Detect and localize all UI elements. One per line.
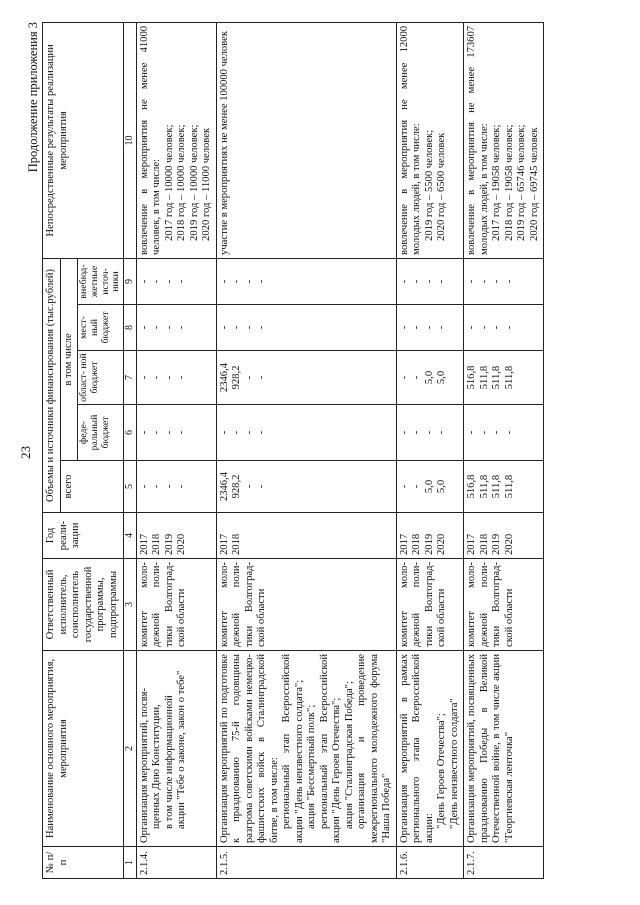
activity-name-line: акция "Сталинградская Победа"; <box>343 681 355 829</box>
row-regional-value: 5,0 <box>436 370 448 385</box>
table-body <box>136 22 544 878</box>
row-regional-value: - <box>163 375 175 380</box>
activities-table <box>42 22 544 879</box>
row-years <box>464 513 544 559</box>
row-total <box>396 461 464 513</box>
row-total <box>216 461 396 513</box>
row-results <box>136 22 216 258</box>
row-extrabudget-value: - <box>411 279 423 284</box>
row-regional-value: - <box>243 375 255 380</box>
column-number: 6 <box>124 405 137 461</box>
row-results <box>396 22 464 258</box>
row-regional-value: - <box>151 375 163 380</box>
row-years-value: 2019 <box>163 533 175 555</box>
row-extrabudget-value: - <box>503 279 515 284</box>
row-regional-value: 928,2 <box>231 365 243 390</box>
row-responsible: комитет моло- дежной поли- тики Волгоград- ской области <box>136 559 216 651</box>
row-activity-name <box>216 651 396 847</box>
row-local-value: - <box>491 325 503 330</box>
row-results <box>464 22 544 258</box>
result-line: 2017 год – 19058 человек; <box>491 124 503 241</box>
row-local-value: - <box>243 325 255 330</box>
row-extrabudget-value: - <box>218 279 230 284</box>
row-federal-value: - <box>218 430 230 435</box>
row-total <box>136 461 216 513</box>
row-years-value: 2020 <box>503 533 515 555</box>
row-federal <box>216 405 396 461</box>
row-local-value: - <box>478 325 490 330</box>
row-extrabudget-value: - <box>138 279 150 284</box>
row-responsible: комитет моло- дежной поли- тики Волгоград- ской области <box>396 559 464 651</box>
row-regional-value: - <box>256 375 268 380</box>
header-num: № п/п <box>43 847 124 879</box>
row-federal-value: - <box>151 430 163 435</box>
row-local-value: - <box>423 325 435 330</box>
row-total-value: 5,0 <box>436 479 448 494</box>
row-federal-value: - <box>436 430 448 435</box>
table-row <box>396 22 464 878</box>
row-federal-value: - <box>491 430 503 435</box>
row-federal-value: - <box>138 430 150 435</box>
result-line: 2020 год – 6500 человек <box>436 132 448 241</box>
column-number: 1 <box>124 847 137 879</box>
activity-name-line: Организация мероприятий, посвя- <box>138 687 150 843</box>
row-years-value: 2018 <box>411 533 423 555</box>
row-extrabudget-value: - <box>436 279 448 284</box>
row-local-value: - <box>163 325 175 330</box>
row-federal-value: - <box>243 430 255 435</box>
row-total <box>464 461 544 513</box>
row-years <box>396 513 464 559</box>
row-total-value: 511,8 <box>478 474 490 499</box>
result-line: участие в мероприятиях не менее 100000 человек <box>218 31 230 255</box>
row-extrabudget <box>396 258 464 304</box>
row-regional-value: 511,8 <box>491 365 503 390</box>
result-line: вовлечение в мероприятия не менее 12000 молодых людей, в том числе: <box>398 25 423 255</box>
row-years-value: 2018 <box>151 533 163 555</box>
row-local-value: - <box>503 325 515 330</box>
table-row <box>464 22 544 878</box>
row-federal-value: - <box>176 430 188 435</box>
row-results <box>216 22 396 258</box>
row-activity-name <box>396 651 464 847</box>
row-local-value: - <box>411 325 423 330</box>
activity-name-line: "День Героев Отечества"; <box>436 713 448 829</box>
row-extrabudget-value: - <box>478 279 490 284</box>
row-extrabudget-value: - <box>151 279 163 284</box>
row-local-value: - <box>151 325 163 330</box>
row-extrabudget-value: - <box>231 279 243 284</box>
row-local <box>464 305 544 351</box>
row-regional-value: - <box>411 375 423 380</box>
row-regional-value: 511,8 <box>478 365 490 390</box>
row-extrabudget-value: - <box>423 279 435 284</box>
result-line: 2020 год – 69745 человек <box>528 127 540 241</box>
result-line: 2017 год – 10000 человек; <box>163 124 175 241</box>
result-line: 2019 год – 10000 человек; <box>188 124 200 241</box>
row-years-value: 2020 <box>176 533 188 555</box>
header-local: мест- ный бюджет <box>78 305 124 351</box>
activity-name-line: щенных Дню Конституции, <box>151 704 163 829</box>
row-years <box>216 513 396 559</box>
activity-name-line: в том числе информационной <box>163 695 175 829</box>
row-total-value: 5,0 <box>423 479 435 494</box>
row-years-value: 2017 <box>138 533 150 555</box>
row-local-value: - <box>466 325 478 330</box>
row-local <box>216 305 396 351</box>
row-years-value: 2019 <box>423 533 435 555</box>
row-total-value: - <box>398 484 410 489</box>
row-extrabudget <box>136 258 216 304</box>
row-local-value: - <box>256 325 268 330</box>
activity-name-line: Организация мероприятий в рамках регионального этапа Всероссийской акции: <box>398 654 435 843</box>
column-number: 4 <box>124 513 137 559</box>
activity-name-line: акции "Тебе о законе, закон о тебе" <box>176 670 188 829</box>
row-extrabudget-value: - <box>243 279 255 284</box>
row-regional-value: - <box>398 375 410 380</box>
column-number: 10 <box>124 22 137 258</box>
header-federal: феде- ральный бюджет <box>78 405 124 461</box>
row-local <box>136 305 216 351</box>
row-extrabudget <box>464 258 544 304</box>
row-federal <box>136 405 216 461</box>
row-total-value: - <box>151 484 163 489</box>
table-row <box>216 22 396 878</box>
row-number: 2.1.4. <box>136 847 216 879</box>
row-number: 2.1.6. <box>396 847 464 879</box>
row-years-value: 2020 <box>436 533 448 555</box>
header-funding: Объемы и источники финансирования (тыс.рублей) <box>43 258 61 512</box>
row-regional-value: 5,0 <box>423 370 435 385</box>
row-years-value: 2017 <box>466 533 478 555</box>
row-regional <box>136 351 216 405</box>
row-total-value: - <box>176 484 188 489</box>
header-name: Наименование основного мероприятия, мероприятия <box>43 651 124 847</box>
column-number: 9 <box>124 258 137 304</box>
row-regional-value: - <box>176 375 188 380</box>
activity-name-line: организация и проведение межрегионального молодежного форума "Наша Победа" <box>356 654 393 843</box>
row-federal-value: - <box>163 430 175 435</box>
row-total-value: - <box>163 484 175 489</box>
header-year: Год реали- зации <box>43 513 124 559</box>
row-extrabudget-value: - <box>398 279 410 284</box>
table-row <box>136 22 216 878</box>
row-extrabudget-value: - <box>176 279 188 284</box>
result-line: вовлечение в мероприятия не менее 173607 молодых людей, в том числе: <box>466 25 490 255</box>
row-federal-value: - <box>411 430 423 435</box>
row-extrabudget-value: - <box>466 279 478 284</box>
column-number: 2 <box>124 651 137 847</box>
row-years-value: 2017 <box>398 533 410 555</box>
result-line: 2019 год – 5500 человек; <box>423 129 435 241</box>
row-total-value: - <box>243 484 255 489</box>
row-regional-value: 511,8 <box>503 365 515 390</box>
row-responsible: комитет моло- дежной поли- тики Волгоград- ской области <box>464 559 544 651</box>
row-total-value: - <box>256 484 268 489</box>
row-activity-name <box>136 651 216 847</box>
row-activity-name <box>464 651 544 847</box>
row-total-value: - <box>138 484 150 489</box>
row-extrabudget-value: - <box>256 279 268 284</box>
column-number: 5 <box>124 461 137 513</box>
row-local-value: - <box>138 325 150 330</box>
row-regional <box>216 351 396 405</box>
row-regional-value: 2346,4 <box>218 362 230 393</box>
row-years-value: 2017 <box>218 533 230 555</box>
row-number: 2.1.5. <box>216 847 396 879</box>
appendix-continuation-label: Продолжение приложения 3 <box>26 22 40 173</box>
column-number-row <box>124 22 137 878</box>
row-years-value: 2018 <box>478 533 490 555</box>
result-line: вовлечение в мероприятия не менее 41000 человек, в том числе: <box>138 25 163 255</box>
result-line: 2018 год – 19058 человек; <box>503 124 515 241</box>
header-responsible: Ответственный исполнитель, соисполнитель государственной программы, подпрограммы <box>43 559 124 651</box>
row-extrabudget-value: - <box>163 279 175 284</box>
header-results: Непосредственные результаты реализации мероприятия <box>43 22 124 258</box>
header-extrabudget: внебюд- жетные источ- ники <box>78 258 124 304</box>
row-total-value: 516,8 <box>466 474 478 499</box>
row-extrabudget <box>216 258 396 304</box>
row-federal <box>464 405 544 461</box>
row-responsible: комитет моло- дежной поли- тики Волгоград- ской области <box>216 559 396 651</box>
activity-name-line: Организация мероприятий, посвященных празднованию Победы в Великой Отечественной войне, в том числе акции "Георгиевская ленточка" <box>466 654 515 843</box>
row-number: 2.1.7. <box>464 847 544 879</box>
activity-name-line: региональный этап Всероссийской акции "День Героев Отечества"; <box>318 654 343 843</box>
row-regional-value: - <box>138 375 150 380</box>
row-local-value: - <box>231 325 243 330</box>
row-total-value: 511,8 <box>491 474 503 499</box>
result-line: 2018 год – 10000 человек; <box>176 124 188 241</box>
row-total-value: - <box>411 484 423 489</box>
row-local-value: - <box>398 325 410 330</box>
row-total-value: 928,2 <box>231 474 243 499</box>
activity-name-line: Организация мероприятий по подготовке к празднованию 75-й годовщины разгрома советскими войсками немецко-фашистских войск в Сталинградской битве, в том числе: <box>218 654 280 843</box>
header-total: всего <box>60 461 124 513</box>
row-federal-value: - <box>478 430 490 435</box>
row-years-value: 2019 <box>491 533 503 555</box>
row-total-value: 2346,4 <box>218 471 230 502</box>
activity-name-line: "День неизвестного солдата" <box>448 698 460 829</box>
row-federal-value: - <box>398 430 410 435</box>
row-federal-value: - <box>466 430 478 435</box>
row-years <box>136 513 216 559</box>
result-line: 2019 год – 65746 человек; <box>516 124 528 241</box>
result-line: 2020 год – 11000 человек <box>201 127 213 241</box>
row-federal <box>396 405 464 461</box>
activity-name-line: акция "Бессмертный полк"; <box>306 704 318 829</box>
row-extrabudget-value: - <box>491 279 503 284</box>
table-header <box>43 22 137 878</box>
column-number: 8 <box>124 305 137 351</box>
row-local <box>396 305 464 351</box>
row-regional <box>464 351 544 405</box>
row-local-value: - <box>176 325 188 330</box>
row-federal-value: - <box>503 430 515 435</box>
row-total-value: 511,8 <box>503 474 515 499</box>
page-number: 23 <box>18 446 33 459</box>
row-regional-value: 516,8 <box>466 365 478 390</box>
column-number: 3 <box>124 559 137 651</box>
header-regional: област- ной бюджет <box>78 351 124 405</box>
column-number: 7 <box>124 351 137 405</box>
row-local-value: - <box>436 325 448 330</box>
row-federal-value: - <box>423 430 435 435</box>
activity-name-line: региональный этап Всероссийской акции "День неизвестного солдата"; <box>281 654 305 843</box>
row-federal-value: - <box>231 430 243 435</box>
row-local-value: - <box>218 325 230 330</box>
row-years-value: 2018 <box>231 533 243 555</box>
header-including: в том числе <box>60 258 78 460</box>
row-regional <box>396 351 464 405</box>
row-federal-value: - <box>256 430 268 435</box>
